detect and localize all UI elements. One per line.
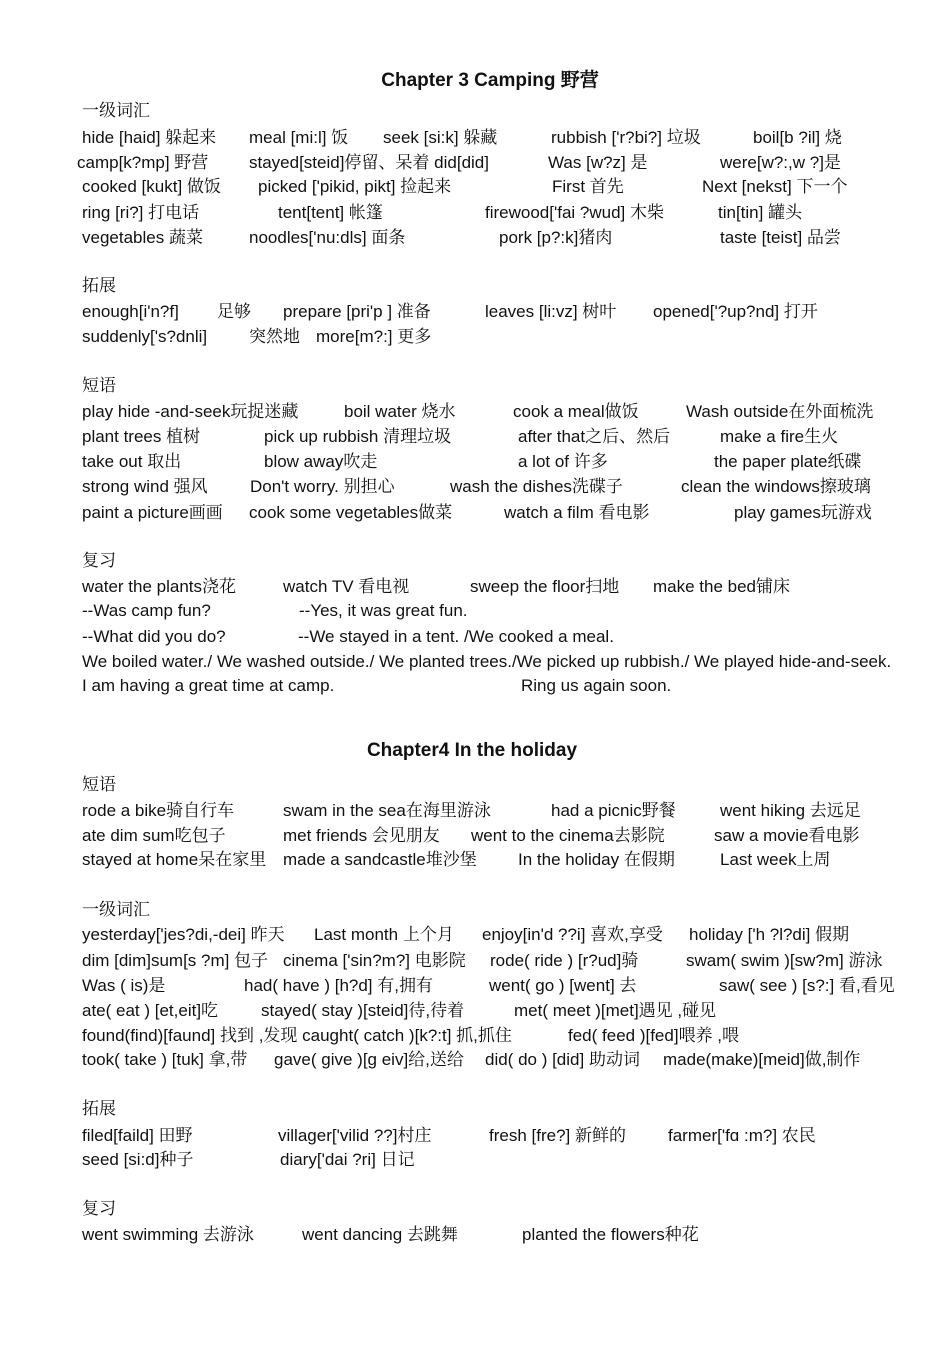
review-sentence: Ring us again soon. [521, 676, 672, 695]
dialogue-question: --Was camp fun? [82, 601, 211, 620]
vocab-item: firewood['fai ?wud] 木柴 [485, 203, 664, 222]
extension-item: fresh [fre?] 新鲜的 [489, 1126, 626, 1145]
phrase-item: ate dim sum吃包子 [82, 826, 226, 845]
vocab-item: noodles['nu:dls] 面条 [249, 228, 406, 247]
extension-item: prepare [pri'p ] 准备 [283, 302, 431, 321]
vocab-item: stayed( stay )[steid]待,待着 [261, 1001, 465, 1020]
phrase-item: Don't worry. 别担心 [250, 477, 395, 496]
vocab-item: tin[tin] 罐头 [718, 203, 803, 222]
phrase-item: paint a picture画画 [82, 503, 223, 522]
phrase-item: Last week上周 [720, 850, 831, 869]
phrase-item: play hide -and-seek玩捉迷藏 [82, 402, 299, 421]
review-item: sweep the floor扫地 [470, 577, 620, 596]
phrase-item: In the holiday 在假期 [518, 850, 675, 869]
phrase-item: pick up rubbish 清理垃圾 [264, 427, 452, 446]
extension-item: diary['dai ?ri] 日记 [280, 1150, 415, 1169]
extension-item: villager['vilid ??]村庄 [278, 1126, 432, 1145]
vocab-item: meal [mi:l] 饭 [249, 128, 349, 147]
vocab-item: Last month 上个月 [314, 925, 454, 944]
vocab-item: ring [ri?] 打电话 [82, 203, 200, 222]
dialogue-answer: --We stayed in a tent. /We cooked a meal. [298, 627, 614, 646]
vocab-item: stayed[steid]停留、呆着 did[did] [249, 153, 489, 172]
vocab-item: Was ( is)是 [82, 976, 166, 995]
vocab-item: ate( eat ) [et,eit]吃 [82, 1001, 219, 1020]
vocab-item: camp[k?mp] 野营 [77, 153, 209, 172]
phrase-item: blow away吹走 [264, 452, 378, 471]
vocab-item: boil[b ?il] 烧 [753, 128, 842, 147]
review-item: went dancing 去跳舞 [302, 1225, 458, 1244]
vocab-item: swam( swim )[sw?m] 游泳 [686, 951, 883, 970]
phrase-item: a lot of 许多 [518, 452, 608, 471]
phrase-item: stayed at home呆在家里 [82, 850, 267, 869]
vocab-item: enjoy[in'd ??i] 喜欢,享受 [482, 925, 663, 944]
phrase-item: went hiking 去远足 [720, 801, 861, 820]
vocab-item: took( take ) [tuk] 拿,带 [82, 1050, 248, 1069]
vocab-item: made(make)[meid]做,制作 [663, 1050, 861, 1069]
review-item: water the plants浇花 [82, 577, 237, 596]
vocab-item: holiday ['h ?l?di] 假期 [689, 925, 850, 944]
phrase-item: wash the dishes洗碟子 [450, 477, 623, 496]
section-heading-extension: 拓展 [82, 276, 116, 295]
vocab-item: Was [w?z] 是 [548, 153, 648, 172]
vocab-item: pork [p?:k]猪肉 [499, 228, 613, 247]
phrase-item: watch a film 看电影 [504, 503, 650, 522]
phrase-item: play games玩游戏 [734, 503, 872, 522]
phrase-item: made a sandcastle堆沙堡 [283, 850, 477, 869]
review-item: watch TV 看电视 [283, 577, 410, 596]
chapter3-title: Chapter 3 Camping 野营 [381, 70, 599, 91]
section-heading-phrases: 短语 [82, 376, 116, 395]
vocab-item: Next [nekst] 下一个 [702, 177, 848, 196]
vocab-item: rubbish ['r?bi?] 垃圾 [551, 128, 701, 147]
phrase-item: saw a movie看电影 [714, 826, 860, 845]
phrase-item: make a fire生火 [720, 427, 839, 446]
dialogue-answer: --Yes, it was great fun. [299, 601, 468, 620]
vocab-item: fed( feed )[fed]喂养 ,喂 [568, 1026, 740, 1045]
vocab-item: dim [dim]sum[s ?m] 包子 [82, 951, 269, 970]
vocab-item: had( have ) [h?d] 有,拥有 [244, 976, 433, 995]
vocab-item: cooked [kukt] 做饭 [82, 177, 221, 196]
vocab-item: found(find)[faund] 找到 ,发现 caught( catch )[k?:t] 抓,抓住 [82, 1026, 512, 1045]
phrase-item: clean the windows擦玻璃 [681, 477, 871, 496]
extension-item: farmer['fɑ :m?] 农民 [668, 1126, 816, 1145]
review-item: make the bed铺床 [653, 577, 791, 596]
vocab-item: were[w?:,w ?]是 [720, 153, 841, 172]
vocab-item: picked ['pikid, pikt] 捡起来 [258, 177, 452, 196]
vocab-item: cinema ['sin?m?] 电影院 [283, 951, 466, 970]
extension-item: opened['?up?nd] 打开 [653, 302, 818, 321]
section-heading-review: 复习 [82, 551, 116, 570]
extension-item: 足够 [217, 302, 251, 321]
review-item: went swimming 去游泳 [82, 1225, 254, 1244]
review-item: planted the flowers种花 [522, 1225, 699, 1244]
extension-item: leaves [li:vz] 树叶 [485, 302, 617, 321]
extension-item: more[m?:] 更多 [316, 327, 432, 346]
phrase-item: met friends 会见朋友 [283, 826, 440, 845]
vocab-item: gave( give )[g eiv]给,送给 [274, 1050, 464, 1069]
review-sentence: I am having a great time at camp. [82, 676, 335, 695]
phrase-item: Wash outside在外面梳洗 [686, 402, 874, 421]
section-heading-basic-vocab: 一级词汇 [82, 101, 150, 120]
vocab-item: seek [si:k] 躲藏 [383, 128, 498, 147]
vocab-item: went( go ) [went] 去 [489, 976, 637, 995]
phrase-item: had a picnic野餐 [551, 801, 676, 820]
section-heading-extension: 拓展 [82, 1099, 116, 1118]
extension-item: seed [si:d]种子 [82, 1150, 194, 1169]
vocab-item: saw( see ) [s?:] 看,看见 [719, 976, 895, 995]
section-heading-review: 复习 [82, 1199, 116, 1218]
section-heading-basic-vocab: 一级词汇 [82, 900, 150, 919]
vocab-item: rode( ride ) [r?ud]骑 [490, 951, 639, 970]
phrase-item: boil water 烧水 [344, 402, 456, 421]
phrase-item: strong wind 强风 [82, 477, 208, 496]
phrase-item: went to the cinema去影院 [471, 826, 665, 845]
vocab-item: hide [haid] 躲起来 [82, 128, 217, 147]
chapter4-title: Chapter4 In the holiday [366, 740, 578, 761]
phrase-item: cook a meal做饭 [513, 402, 639, 421]
extension-item: 突然地 [249, 327, 300, 346]
phrase-item: take out 取出 [82, 452, 182, 471]
vocab-item: vegetables 蔬菜 [82, 228, 203, 247]
section-heading-phrases: 短语 [82, 775, 116, 794]
phrase-item: rode a bike骑自行车 [82, 801, 235, 820]
review-sentence: We boiled water./ We washed outside./ We planted trees./We picked up rubbish./ We played hide-and-seek. [82, 652, 892, 671]
vocab-item: yesterday['jes?di,-dei] 昨天 [82, 925, 285, 944]
phrase-item: cook some vegetables做菜 [249, 503, 453, 522]
dialogue-question: --What did you do? [82, 627, 226, 646]
extension-item: enough[i'n?f] [82, 302, 179, 321]
vocab-item: taste [teist] 品尝 [720, 228, 841, 247]
extension-item: filed[faild] 田野 [82, 1126, 193, 1145]
vocab-item: met( meet )[met]遇见 ,碰见 [514, 1001, 717, 1020]
vocab-item: tent[tent] 帐篷 [278, 203, 383, 222]
phrase-item: plant trees 植树 [82, 427, 201, 446]
vocab-item: First 首先 [552, 177, 624, 196]
phrase-item: after that之后、然后 [518, 427, 671, 446]
extension-item: suddenly['s?dnli] [82, 327, 208, 346]
vocab-item: did( do ) [did] 助动词 [485, 1050, 640, 1069]
phrase-item: the paper plate纸碟 [714, 452, 862, 471]
phrase-item: swam in the sea在海里游泳 [283, 801, 491, 820]
